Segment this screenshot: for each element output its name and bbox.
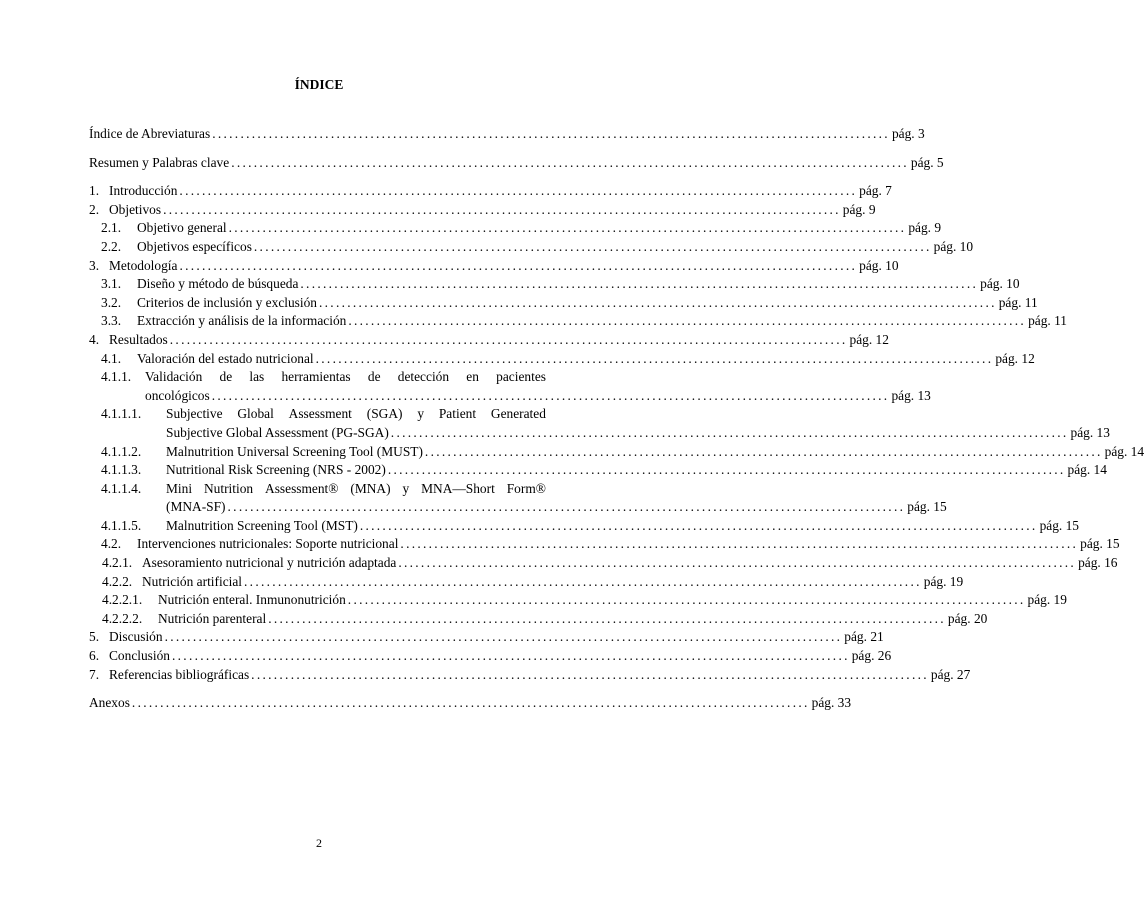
leader-dots: ........................................................................................................................ <box>163 201 841 217</box>
toc-entry-page: pág. 10 <box>859 257 899 273</box>
toc-entry-text-line1 <box>166 480 546 499</box>
toc-entry-text: Malnutrition Universal Screening Tool (MUST) <box>166 443 423 459</box>
toc-entry-text: Asesoramiento nutricional y nutrición adaptada <box>142 555 397 571</box>
toc-entry-number: 3.1. <box>101 276 122 292</box>
toc-entry-7[interactable] <box>89 666 971 685</box>
leader-dots: ........................................................................................................................ <box>319 294 997 310</box>
toc-entry-text: Objetivos <box>109 201 162 217</box>
toc-entry-number: 1. <box>89 183 100 199</box>
toc-entry-3-1[interactable] <box>89 275 1020 294</box>
toc-word: las <box>249 369 265 385</box>
leader-dots: ........................................................................................................................ <box>228 220 907 236</box>
toc-entry-abreviaturas[interactable] <box>89 125 925 144</box>
toc-entry-number: 7. <box>89 666 100 682</box>
toc-entry-text-line2: oncológicos <box>145 387 210 403</box>
toc-entry-4-1-1[interactable] <box>89 368 931 405</box>
toc-entry-number: 4.2.2.1. <box>102 592 143 608</box>
toc-entry-resumen[interactable] <box>89 154 944 173</box>
toc-entry-number: 4.2. <box>101 536 122 552</box>
toc-entry-4-2-2[interactable] <box>89 573 964 592</box>
toc-entry-text: Valoración del estado nutricional <box>137 350 314 366</box>
toc-entry-number: 3.3. <box>101 313 122 329</box>
toc-entry-page: pág. 15 <box>1039 517 1079 533</box>
toc-entry-page: pág. 26 <box>851 648 892 664</box>
toc-entry-4[interactable] <box>89 331 889 350</box>
page-title: ÍNDICE <box>294 77 344 92</box>
toc-word: de <box>367 369 381 385</box>
leader-dots: ........................................................................................................................ <box>131 695 810 711</box>
toc-entry-text: Malnutrition Screening Tool (MST) <box>166 517 358 533</box>
toc-entry-page: pág. 12 <box>995 350 1035 366</box>
toc-entry-page: pág. 11 <box>998 294 1038 310</box>
leader-dots: ........................................................................................................................ <box>231 154 909 170</box>
leader-dots: ........................................................................................................................ <box>347 592 1026 608</box>
leader-dots: ........................................................................................................................ <box>315 350 994 366</box>
leader-dots: ........................................................................................................................ <box>172 648 850 664</box>
toc-entry-number: 4.1.1.1. <box>101 406 142 422</box>
toc-entry-4-1-1-3[interactable] <box>89 461 1107 480</box>
toc-entry-number: 4.1.1.4. <box>101 480 142 496</box>
toc-entry-number: 4.2.2.2. <box>102 610 143 626</box>
toc-entry-text: Metodología <box>109 257 178 273</box>
leader-dots: ........................................................................................................................ <box>179 183 858 199</box>
toc-entry-page: pág. 9 <box>842 201 876 217</box>
toc-entry-4-2-1[interactable] <box>89 554 1118 573</box>
toc-entry-number: 4.1. <box>101 350 122 366</box>
leader-dots: ........................................................................................................................ <box>398 555 1077 571</box>
toc-entry-page: pág. 20 <box>947 610 988 626</box>
toc-entry-page: pág. 9 <box>908 220 942 236</box>
toc-entry-text: Nutrición enteral. Inmunonutrición <box>158 592 346 608</box>
toc-word: Global <box>237 406 274 422</box>
toc-entry-4-2-2-2[interactable] <box>89 610 988 629</box>
toc-word: Assessment® <box>265 480 339 496</box>
toc-entry-page: pág. 19 <box>923 573 964 589</box>
toc-entry-3-3[interactable] <box>89 312 1067 331</box>
toc-entry-text: Referencias bibliográficas <box>109 666 250 682</box>
toc-entry-text: Criterios de inclusión y exclusión <box>137 294 318 310</box>
toc-entry-4-2[interactable] <box>89 535 1120 554</box>
toc-entry-4-2-2-1[interactable] <box>89 591 1067 610</box>
toc-entry-2[interactable] <box>89 201 876 220</box>
toc-entry-4-1-1-4[interactable] <box>89 480 947 517</box>
leader-dots: ........................................................................................................................ <box>227 499 906 515</box>
toc-entry-text: Objetivos específicos <box>137 238 252 254</box>
toc-word: Subjective <box>166 406 223 422</box>
leader-dots: ........................................................................................................................ <box>211 387 890 403</box>
leader-dots: ........................................................................................................................ <box>212 126 890 141</box>
toc-entry-page: pág. 13 <box>1070 424 1110 440</box>
toc-word: pacientes <box>496 369 546 385</box>
leader-dots: ........................................................................................................................ <box>348 313 1027 329</box>
toc-entry-text: Objetivo general <box>137 220 227 236</box>
leader-dots: ........................................................................................................................ <box>164 629 843 645</box>
toc-entry-text-line1 <box>166 405 546 424</box>
toc-entry-4-1[interactable] <box>89 350 1035 369</box>
toc-entry-text-line2: (MNA-SF) <box>166 499 226 515</box>
toc-word: (SGA) <box>366 406 403 422</box>
toc-word: MNA—Short <box>421 480 495 496</box>
toc-entry-number: 4.2.1. <box>102 555 133 571</box>
toc-entry-text: Nutritional Risk Screening (NRS - 2002) <box>166 462 386 478</box>
leader-dots: ........................................................................................................................ <box>400 536 1079 552</box>
leader-dots: ........................................................................................................................ <box>359 517 1038 533</box>
toc-entry-6[interactable] <box>89 647 892 666</box>
toc-entry-5[interactable] <box>89 628 884 647</box>
toc-entry-4-1-1-2[interactable] <box>89 443 1144 462</box>
toc-entry-number: 3. <box>89 257 100 273</box>
toc-entry-page: pág. 15 <box>907 499 947 515</box>
toc-entry-text-line2: Subjective Global Assessment (PG-SGA) <box>166 424 389 440</box>
toc-entry-4-1-1-5[interactable] <box>89 517 1079 536</box>
toc-entry-number: 4.1.1.5. <box>101 517 142 533</box>
toc-entry-text: Conclusión <box>109 648 171 664</box>
leader-dots: ........................................................................................................................ <box>268 610 946 626</box>
toc-entry-page: pág. 3 <box>891 126 925 141</box>
toc-word: Validación <box>145 369 203 385</box>
page-number: 2 <box>316 836 322 850</box>
toc-entry-number: 4.1.1. <box>101 369 132 385</box>
toc-entry-number: 4.1.1.3. <box>101 462 142 478</box>
toc-entry-number: 4.2.2. <box>102 573 133 589</box>
leader-dots: ........................................................................................................................ <box>390 424 1069 440</box>
toc-entry-2-2[interactable] <box>89 238 974 257</box>
toc-entry-1[interactable] <box>89 182 892 201</box>
toc-entry-text: Introducción <box>109 183 178 199</box>
toc-entry-text: Nutrición parenteral <box>158 610 267 626</box>
toc-entry-page: pág. 27 <box>930 666 971 682</box>
toc-word: Form® <box>506 480 546 496</box>
toc-entry-page: pág. 19 <box>1027 592 1067 608</box>
toc-word: en <box>466 369 479 385</box>
toc-entry-text: Extracción y análisis de la información <box>137 313 347 329</box>
toc-entry-page: pág. 14 <box>1067 462 1107 478</box>
toc-word: herramientas <box>281 369 351 385</box>
leader-dots: ........................................................................................................................ <box>251 666 929 682</box>
toc-entry-page: pág. 21 <box>844 629 884 645</box>
toc-entry-page: pág. 14 <box>1104 443 1144 459</box>
toc-entry-number: 2.1. <box>101 220 122 236</box>
toc-entry-text: Diseño y método de búsqueda <box>137 276 299 292</box>
toc-entry-number: 2.2. <box>101 238 122 254</box>
toc-entry-text: Nutrición artificial <box>142 573 243 589</box>
leader-dots: ........................................................................................................................ <box>387 462 1066 478</box>
toc-entry-4-1-1-1[interactable] <box>89 405 1110 442</box>
toc-entry-page: pág. 33 <box>811 695 852 711</box>
toc-entry-text: Discusión <box>109 629 163 645</box>
toc-word: de <box>219 369 233 385</box>
toc-entry-page: pág. 5 <box>910 154 944 170</box>
leader-dots: ........................................................................................................................ <box>179 257 858 273</box>
leader-dots: ........................................................................................................................ <box>169 331 848 347</box>
toc-entry-page: pág. 11 <box>1028 313 1067 329</box>
toc-entry-text-line1 <box>145 368 546 387</box>
toc-entry-3[interactable] <box>89 257 899 276</box>
toc-entry-text: Resultados <box>109 331 168 347</box>
toc-word: Patient <box>438 406 477 422</box>
toc-entry-page: pág. 12 <box>849 331 889 347</box>
toc-word: Nutrition <box>203 480 254 496</box>
toc-word: y <box>402 480 410 496</box>
table-of-contents <box>89 125 1144 713</box>
toc-entry-page: pág. 7 <box>859 183 892 199</box>
toc-entry-number: 6. <box>89 648 100 664</box>
toc-entry-page: pág. 10 <box>980 276 1020 292</box>
toc-entry-number: 5. <box>89 629 100 645</box>
toc-entry-number: 3.2. <box>101 294 122 310</box>
toc-word: detección <box>397 369 450 385</box>
toc-entry-number: 2. <box>89 201 100 217</box>
toc-entry-page: pág. 15 <box>1080 536 1120 552</box>
toc-word: Mini <box>166 480 193 496</box>
leader-dots: ........................................................................................................................ <box>253 238 932 254</box>
leader-dots: ........................................................................................................................ <box>244 573 922 589</box>
toc-entry-text: Intervenciones nutricionales: Soporte nutricional <box>137 536 399 552</box>
toc-word: Assessment <box>288 406 352 422</box>
toc-entry-page: pág. 16 <box>1078 555 1118 571</box>
toc-entry-number: 4. <box>89 331 100 347</box>
toc-entry-page: pág. 13 <box>891 387 931 403</box>
toc-entry-text: Anexos <box>89 695 130 711</box>
toc-entry-3-2[interactable] <box>89 294 1038 313</box>
toc-word: (MNA) <box>350 480 391 496</box>
toc-entry-2-1[interactable] <box>89 219 942 238</box>
toc-entry-text: Resumen y Palabras clave <box>89 154 230 170</box>
toc-entry-number: 4.1.1.2. <box>101 443 142 459</box>
leader-dots: ........................................................................................................................ <box>300 276 979 292</box>
toc-word: y <box>417 406 425 422</box>
toc-entry-anexos[interactable] <box>89 694 852 713</box>
toc-word: Generated <box>490 406 546 422</box>
leader-dots: ........................................................................................................................ <box>424 443 1103 459</box>
toc-entry-text: Índice de Abreviaturas <box>89 126 211 141</box>
toc-entry-page: pág. 10 <box>933 238 974 254</box>
